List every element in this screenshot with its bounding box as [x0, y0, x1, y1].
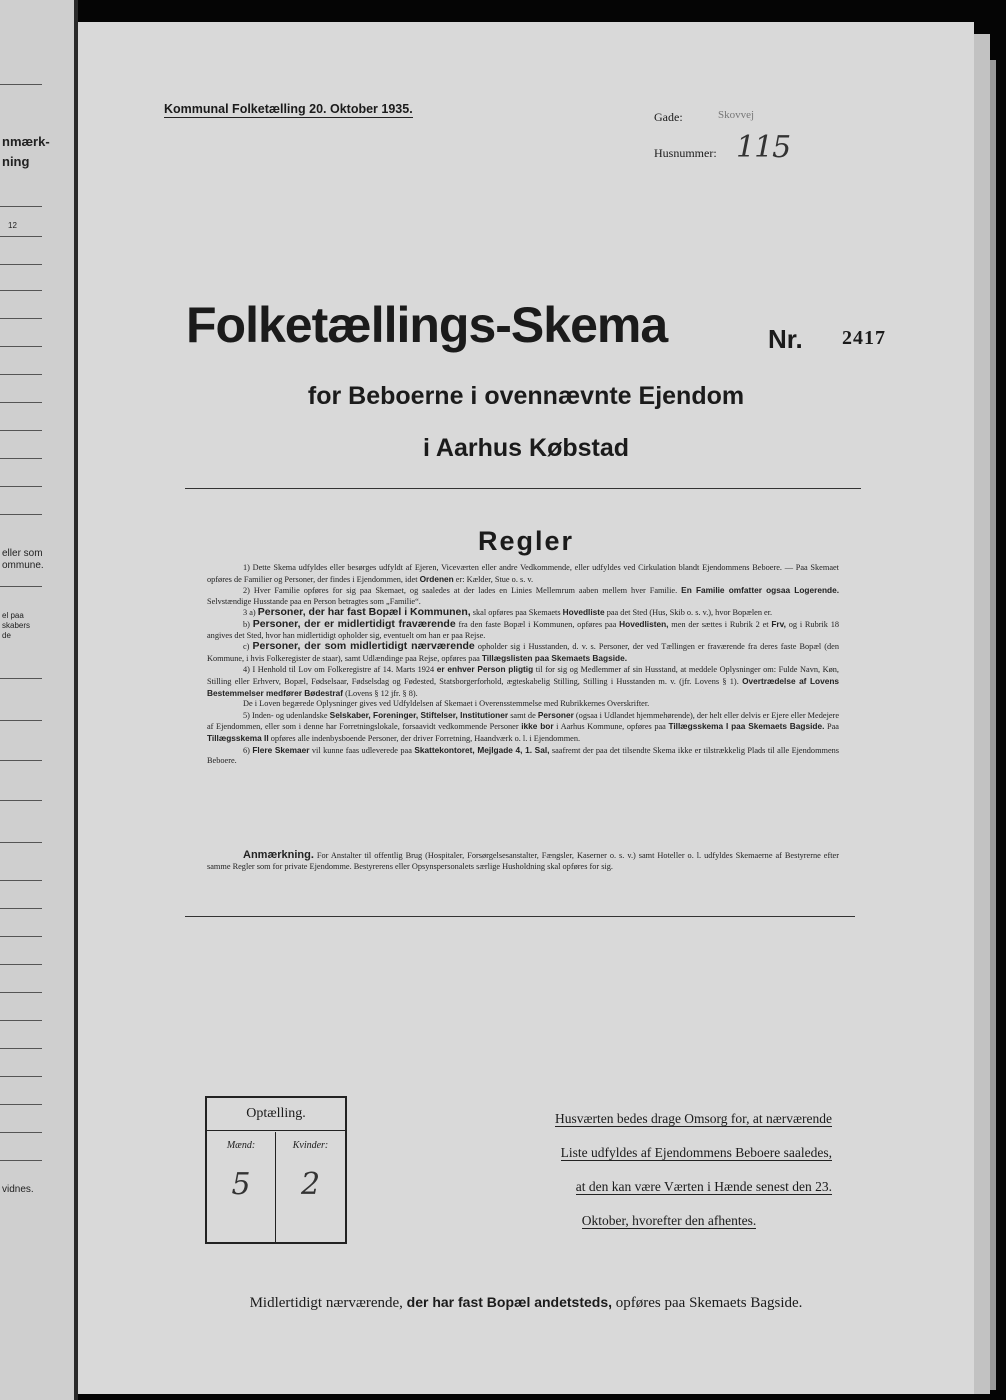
- left-fragment-text: nmærk-: [2, 134, 50, 149]
- landlord-notice: [506, 1102, 832, 1238]
- left-rule: [0, 206, 42, 207]
- census-form-page: [78, 22, 974, 1394]
- gade-label: Gade:: [654, 110, 683, 124]
- left-rule: [0, 800, 42, 801]
- page-edge-shadow: [990, 60, 996, 1390]
- left-rule: [0, 1160, 42, 1161]
- form-number-value: 2417: [842, 327, 886, 349]
- left-rule: [0, 514, 42, 515]
- maend-count: 5: [231, 1167, 251, 1202]
- anmaerkning-note: [207, 850, 839, 872]
- rules-heading: Regler: [477, 526, 575, 556]
- divider-rule: [185, 488, 861, 489]
- left-rule: [0, 908, 42, 909]
- left-rule: [0, 458, 42, 459]
- left-rule: [0, 992, 42, 993]
- left-fragment-text: ning: [2, 154, 30, 169]
- notice-line: at den kan være Værten i Hænde senest den 23.: [575, 1179, 832, 1194]
- rule-2: 2) Hver Familie opføres for sig paa Skemaet, og saaledes at der lades en Linies Mellemrum aaben mellem hver Familie. En Familie omfatter ogsaa Logerende. Selvstændige Husstande paa en Person betragtes som „Familie“.: [207, 585, 839, 606]
- left-fragment-text: el paa: [2, 611, 24, 620]
- rule-3a: 3 a) Personer, der har fast Bopæl i Kommunen, skal opføres paa Skemaets Hovedliste paa det Sted (Hus, Skib o. s. v.), hvor Bopælen er.: [243, 606, 773, 619]
- rule-5: 5) Inden- og udenlandske Selskaber, Foreninger, Stiftelser, Institutioner samt de Personer (ogsaa i Udlandet hjemmehørende), der helt eller delvis er Ejere eller Medejere af Ejendommen, eller som i denne har Forretningslokale, forsaavidt vedkommende Personer ikke bor i Aarhus Kommune, opføres paa Tillægsskema I paa Skemaets Bagside. Paa Tillægsskema II opføres alle indenbysboende Personer, der driver Forretning, Haandværk o. l. i Ejendommen.: [207, 709, 840, 743]
- rule-1: 1) Dette Skema udfyldes eller besørges udfyldt af Ejeren, Viceværten eller andre Vedkommende, eller udfyldes ved Cirkulation blandt Ejendommens Beboere. — Paa Skemaet opføres de Familier og Personer, der findes i Ejendommen, idet Ordenen er: Kælder, Stue o. s. v.: [207, 563, 839, 584]
- divider-rule: [185, 916, 855, 917]
- rule-4: 4) I Henhold til Lov om Folkeregistre af 14. Marts 1924 er enhver Person pligtig til for sig og Medlemmer af sin Husstand, at meddele Oplysninger om: Fulde Navn, Køn, Stilling eller Erhverv, Bopæl, Fødselsaar, Fødselsdag og Fødested, Statsborgerforhold, ægteskabelig Stilling, Stilling i Husstanden m. v. (jfr. Lovens § 1). Overtrædelse af Lovens Bestemmelser medfører Bødestraf (Lovens § 12 jfr. § 8).: [207, 664, 840, 698]
- left-rule: [0, 1132, 42, 1133]
- anmaerkning-label: Anmærkning.: [243, 849, 314, 861]
- left-page-fragment: [0, 0, 74, 1400]
- anmaerkning-text: For Anstalter til offentlig Brug (Hospitaler, Forsørgelsesanstalter, Fængsler, Kaserner o. s. v.) samt Hoteller o. l. udfyldes Skemaerne af Bestyrerne efter samme Regler som for private Ejendomme. Bestyrerens eller Opsynspersonalets særlige Husholdning skal opføres for sig.: [207, 851, 839, 871]
- rule-4-note: De i Loven begærede Oplysninger gives ved Udfyldelsen af Skemaet i Overensstemmelse med Rubrikkernes Overskrifter.: [243, 699, 650, 709]
- optaelling-box: [205, 1096, 347, 1244]
- left-fragment-text: skabers: [2, 621, 31, 630]
- kvinder-label: Kvinder:: [292, 1140, 329, 1151]
- left-rule: [0, 318, 42, 319]
- left-rule: [0, 486, 42, 487]
- left-rule: [0, 290, 42, 291]
- left-fragment-text: 12: [8, 221, 17, 230]
- left-rule: [0, 678, 42, 679]
- left-rule: [0, 964, 42, 965]
- notice-line: Husværten bedes drage Omsorg for, at nærværende: [554, 1111, 832, 1126]
- left-rule: [0, 880, 42, 881]
- notice-line: Liste udfyldes af Ejendommens Beboere saaledes,: [560, 1145, 832, 1160]
- left-rule: [0, 586, 42, 587]
- maend-label: Mænd:: [226, 1140, 256, 1151]
- husnummer-value: 115: [736, 130, 791, 165]
- left-rule: [0, 1020, 42, 1021]
- census-date-heading: Kommunal Folketælling 20. Oktober 1935.: [164, 102, 413, 116]
- left-rule: [0, 1048, 42, 1049]
- form-number-label: Nr.: [768, 324, 803, 354]
- kvinder-count: 2: [300, 1167, 321, 1202]
- gade-value: Skovvej: [718, 109, 755, 121]
- page-edge: [974, 34, 990, 1394]
- left-rule: [0, 374, 42, 375]
- left-rule: [0, 430, 42, 431]
- maend-column: [207, 1132, 276, 1242]
- left-rule: [0, 1076, 42, 1077]
- left-rule: [0, 402, 42, 403]
- footer-note: Midlertidigt nærværende, der har fast Bopæl andetsteds, opføres paa Skemaets Bagside.: [249, 1294, 803, 1311]
- left-rule: [0, 842, 42, 843]
- left-rule: [0, 760, 42, 761]
- form-subtitle: for Beboerne i ovennævnte Ejendom: [307, 382, 745, 410]
- husnummer-label: Husnummer:: [654, 146, 717, 160]
- left-rule: [0, 346, 42, 347]
- rule-6: 6) Flere Skemaer vil kunne faas udleverede paa Skattekontoret, Mejlgade 4, 1. Sal, saafremt der paa det tilsendte Skema ikke er tilstrækkelig Plads til alle Ejendommens Beboere.: [207, 744, 840, 766]
- left-fragment-text: ommune.: [2, 560, 44, 571]
- optaelling-title: Optælling.: [207, 1098, 345, 1131]
- kvinder-column: [276, 1132, 345, 1242]
- left-fragment-text: de: [2, 631, 11, 640]
- left-fragment-text: vidnes.: [2, 1184, 34, 1195]
- rules-text: [207, 563, 839, 767]
- notice-line: Oktober, hvorefter den afhentes.: [581, 1213, 757, 1228]
- left-rule: [0, 84, 42, 85]
- left-rule: [0, 936, 42, 937]
- left-rule: [0, 720, 42, 721]
- left-fragment-text: eller som: [2, 548, 43, 559]
- rule-3b: b) Personer, der er midlertidigt fraværende fra den faste Bopæl i Kommunen, opføres paa Hovedlisten, men der sættes i Rubrik 2 et Frv, og i Rubrik 18 angives det Sted, hvor han midlertidigt opholder sig, eventuelt om han er paa Rejse.: [207, 617, 840, 640]
- left-rule: [0, 236, 42, 237]
- left-rule: [0, 264, 42, 265]
- form-subtitle-city: i Aarhus Købstad: [422, 434, 630, 462]
- left-rule: [0, 1104, 42, 1105]
- rule-3c: c) Personer, der som midlertidigt nærværende opholder sig i Husstanden, d. v. s. Personer, der ved Tællingen er fraværende fra deres faste Bopæl (den Kommune, i hvis Folkeregister de staar), samt Udlændinge paa Rejse, opføres paa Tillægslisten paa Skemaets Bagside.: [207, 640, 839, 663]
- form-title: Folketællings-Skema: [186, 297, 668, 353]
